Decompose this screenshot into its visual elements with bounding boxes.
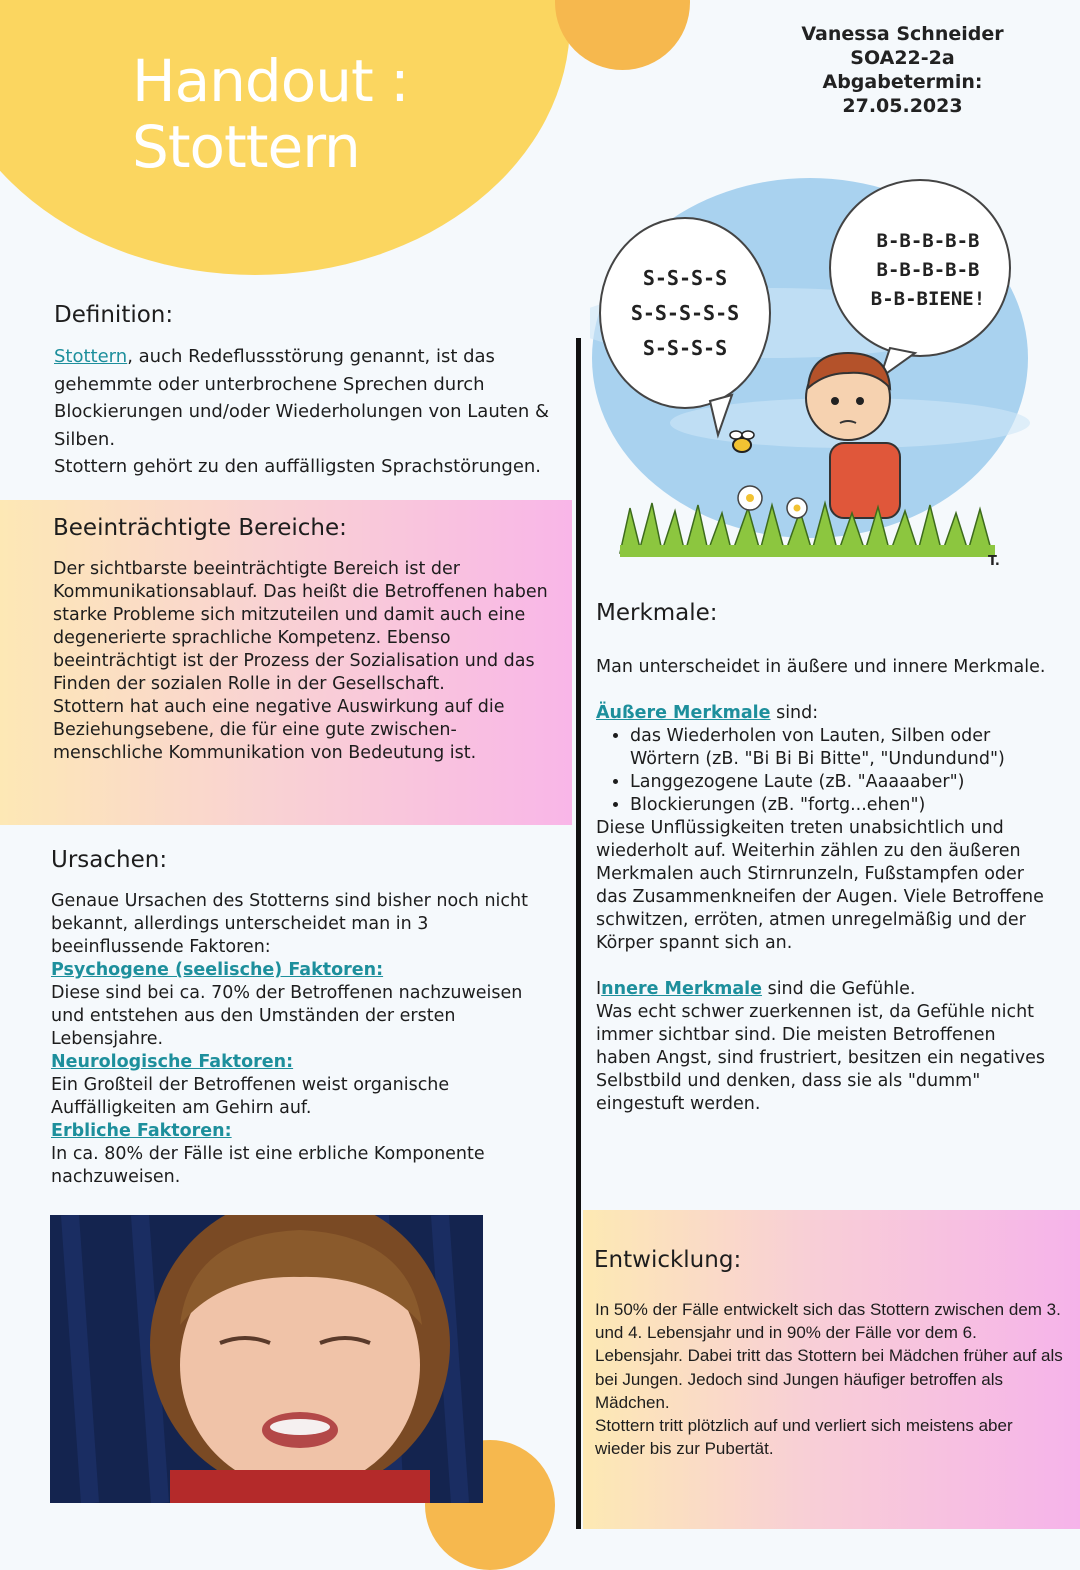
stutter-cartoon-illustration [590,173,1030,573]
ursachen-intro: Genaue Ursachen des Stotterns sind bisher noch nicht bekannt, allerdings unterscheidet man in 3 beeinflussende Faktoren: [51,891,528,957]
definition-heading: Definition: [54,302,174,328]
entwicklung-text-2: Stottern tritt plötzlich auf und verliert sich meistens aber wieder bis zur Pubertät. [595,1416,1013,1459]
outer-merkmale-suffix: sind: [770,703,819,723]
bereiche-heading: Beeinträchtigte Bereiche: [53,515,347,541]
due-date: 27.05.2023 [842,95,963,117]
orange-circle-decoration [555,0,690,70]
page-title [132,48,552,180]
definition-text-2: Stottern gehört zu den auffälligsten Sprachstörungen. [54,456,542,477]
bubble-right-line-2: B-B-B-B-B [876,259,980,281]
ursachen-text [51,890,551,1189]
inner-merkmale-prefix: I [596,979,602,999]
definition-text-1: , auch Redeflussstörung genannt, ist das gehemmte oder unterbrochene Sprechen durch Blockierungen und/oder Wiederholungen von Lauten & Silben. [54,346,550,450]
entwicklung-text [595,1298,1065,1460]
bereiche-text-2: Stottern hat auch eine negative Auswirkung auf die Beziehungsebene, die für eine gute zwischen-menschliche Kommunikation von Bedeutung ist. [53,697,505,763]
neurologische-faktoren-link[interactable]: Neurologische Faktoren: [51,1052,294,1072]
merkmale-heading: Merkmale: [596,600,718,626]
erbliche-faktoren-text: In ca. 80% der Fälle ist eine erbliche Komponente nachzuweisen. [51,1144,485,1187]
outer-merkmale-link[interactable]: Äußere Merkmale [596,703,771,723]
neurologische-faktoren-text: Ein Großteil der Betroffenen weist organische Auffälligkeiten am Gehirn auf. [51,1075,450,1118]
cartoon-signature: T. [988,554,1000,569]
inner-merkmale-link[interactable]: nnere Merkmale [601,979,763,999]
bereiche-text [53,558,553,765]
due-label: Abgabetermin: [822,71,983,93]
list-item: • das Wiederholen von Lauten, Silben oder Wörtern (zB. "Bi Bi Bi Bitte", "Undundund") [630,725,1046,771]
bubble-right-line-1: B-B-B-B-B [876,230,980,252]
bubble-left-line-1: S-S-S-S [642,266,728,290]
title-line-1: Handout : [132,47,409,115]
column-divider [576,338,581,1529]
bereiche-text-1: Der sichtbarste beeinträchtigte Bereich ist der Kommunikationsablauf. Das heißt die Betroffenen haben starke Probleme sich mitzuteilen und damit auch eine degenerierte sprachliche Kompetenz. Ebenso beeinträchtigt ist der Prozess der Sozialisation und das Finden der sozialen Rolle in der Gesellschaft. [53,559,548,694]
entwicklung-heading: Entwicklung: [594,1247,742,1273]
title-line-2: Stottern [132,113,360,181]
child-photo [50,1215,483,1503]
bubble-left-line-2: S-S-S-S-S [630,301,740,325]
author-block [760,22,1045,118]
author-name: Vanessa Schneider [801,23,1004,45]
list-item: • Langgezogene Laute (zB. "Aaaaaber") [630,771,1046,794]
inner-merkmale-line [596,978,1046,1001]
merkmale-intro: Man unterscheidet in äußere und innere Merkmale. [596,657,1046,677]
stottern-link[interactable]: Stottern [54,346,128,367]
definition-text [54,343,574,481]
outer-merkmale-list [596,725,1046,817]
inner-merkmale-suffix: sind die Gefühle. [762,979,916,999]
psychogene-faktoren-link[interactable]: Psychogene (seelische) Faktoren: [51,960,384,980]
bubble-left-line-3: S-S-S-S [642,336,728,360]
outer-merkmale-text: Diese Unflüssigkeiten treten unabsichtlich und wiederholt auf. Weiterhin zählen zu den äußeren Merkmalen auch Stirnrunzeln, Fußstampfen oder das Zusammenkneifen der Augen. Viele Betroffene schwitzen, erröten, atmen unregelmäßig und der Körper spannt sich an. [596,818,1044,953]
psychogene-faktoren-text: Diese sind bei ca. 70% der Betroffenen nachzuweisen und entstehen aus den Umständen der ersten Lebensjahre. [51,983,523,1049]
inner-merkmale-text: Was echt schwer zuerkennen ist, da Gefühle nicht immer sichtbar sind. Die meisten Betroffenen haben Angst, sind frustriert, besitzen ein negatives Selbstbild und denken, dass sie als "dumm" eingestuft werden. [596,1002,1046,1114]
outer-merkmale-line [596,702,1046,725]
bubble-right-line-3: B-B-BIENE! [870,288,986,310]
class-name: SOA22-2a [850,47,955,69]
entwicklung-text-1: In 50% der Fälle entwickelt sich das Stottern zwischen dem 3. und 4. Lebensjahr und in 90% der Fälle vor dem 6. Lebensjahr. Dabei tritt das Stottern bei Mädchen früher auf als bei Jungen. Jedoch sind Jungen häufiger betroffen als Mädchen. [595,1300,1063,1412]
list-item: • Blockierungen (zB. "fortg...ehen") [630,794,1046,817]
merkmale-text [596,656,1046,1116]
ursachen-heading: Ursachen: [51,847,168,873]
erbliche-faktoren-link[interactable]: Erbliche Faktoren: [51,1121,232,1141]
